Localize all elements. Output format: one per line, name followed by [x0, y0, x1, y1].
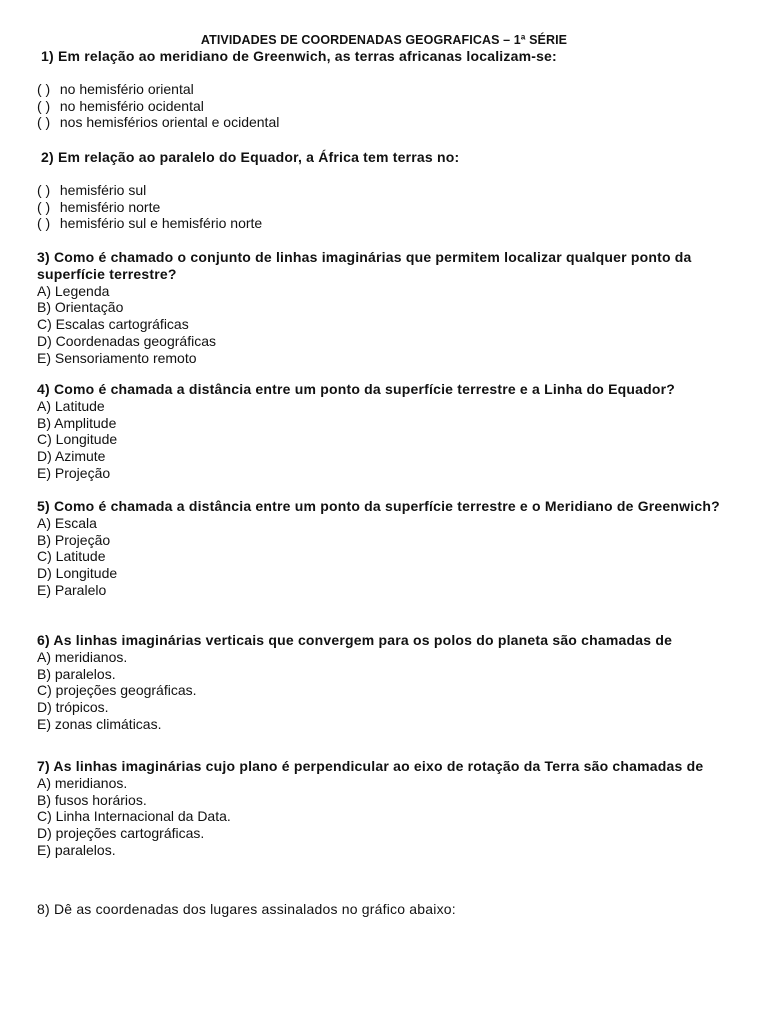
question-5-option[interactable]: D) Longitude: [37, 565, 118, 582]
question-7-options: [37, 775, 737, 859]
question-1-option[interactable]: ( ) no hemisfério oriental: [37, 80, 194, 97]
page-title: ATIVIDADES DE COORDENADAS GEOGRAFICAS – 1ª SÉRIE: [200, 33, 568, 47]
question-1-option[interactable]: ( ) nos hemisférios oriental e ocidental: [37, 114, 280, 131]
question-7-option[interactable]: B) fusos horários.: [37, 791, 147, 808]
question-8-title: 8) Dê as coordenadas dos lugares assinalados no gráfico abaixo:: [37, 901, 456, 917]
question-6-title: 6) As linhas imaginárias verticais que convergem para os polos do planeta são chamadas de: [37, 632, 673, 648]
question-5: [37, 498, 737, 599]
question-6-option[interactable]: E) zonas climáticas.: [37, 715, 162, 732]
question-2-option[interactable]: ( ) hemisfério sul e hemisfério norte: [37, 215, 263, 232]
question-6-option[interactable]: A) meridianos.: [37, 648, 128, 665]
question-6-option[interactable]: B) paralelos.: [37, 665, 116, 682]
question-8: [37, 901, 737, 918]
question-7-option[interactable]: E) paralelos.: [37, 841, 116, 858]
question-5-option[interactable]: A) Escala: [37, 514, 97, 531]
question-2-options: [37, 182, 737, 232]
question-6-option[interactable]: C) projeções geográficas.: [37, 682, 197, 699]
question-5-title: 5) Como é chamada a distância entre um ponto da superfície terrestre e o Meridiano de Greenwich?: [37, 498, 720, 514]
question-2: [37, 149, 737, 232]
question-3-title: 3) Como é chamado o conjunto de linhas imaginárias que permitem localizar qualquer ponto da superfície terrestre?: [37, 249, 692, 282]
question-6-options: [37, 649, 737, 733]
question-7-option[interactable]: A) meridianos.: [37, 774, 128, 791]
question-6: [37, 632, 737, 733]
answer-checkbox[interactable]: ( ): [37, 181, 51, 198]
question-3-option[interactable]: B) Orientação: [37, 299, 124, 316]
question-7: [37, 758, 737, 859]
question-6-option[interactable]: D) trópicos.: [37, 699, 109, 716]
question-2-title: 2) Em relação ao paralelo do Equador, a África tem terras no:: [41, 149, 460, 165]
question-7-option[interactable]: C) Linha Internacional da Data.: [37, 808, 231, 825]
question-1-options: [37, 81, 737, 131]
question-1: [37, 48, 737, 131]
question-2-option[interactable]: ( ) hemisfério norte: [37, 198, 161, 215]
question-2-option[interactable]: ( ) hemisfério sul: [37, 181, 147, 198]
question-4-option[interactable]: E) Projeção: [37, 464, 111, 481]
answer-checkbox[interactable]: ( ): [37, 114, 51, 131]
question-3-option[interactable]: E) Sensoriamento remoto: [37, 349, 197, 366]
question-4-option[interactable]: D) Azimute: [37, 448, 106, 465]
question-5-options: [37, 515, 737, 599]
question-4-option[interactable]: C) Longitude: [37, 431, 118, 448]
answer-checkbox[interactable]: ( ): [37, 215, 51, 232]
question-7-title: 7) As linhas imaginárias cujo plano é perpendicular ao eixo de rotação da Terra são chamadas de: [37, 758, 704, 774]
question-4-option[interactable]: A) Latitude: [37, 397, 105, 414]
question-1-title: 1) Em relação ao meridiano de Greenwich, as terras africanas localizam-se:: [41, 48, 557, 64]
question-3: [37, 249, 737, 367]
question-4-title: 4) Como é chamada a distância entre um ponto da superfície terrestre e a Linha do Equador?: [37, 381, 676, 397]
question-4-option[interactable]: B) Amplitude: [37, 414, 117, 431]
answer-checkbox[interactable]: ( ): [37, 80, 51, 97]
answer-checkbox[interactable]: ( ): [37, 198, 51, 215]
question-4-options: [37, 398, 737, 482]
question-4: [37, 381, 737, 482]
question-7-option[interactable]: D) projeções cartográficas.: [37, 825, 205, 842]
answer-checkbox[interactable]: ( ): [37, 97, 51, 114]
question-5-option[interactable]: B) Projeção: [37, 531, 111, 548]
question-5-option[interactable]: C) Latitude: [37, 548, 106, 565]
question-3-option[interactable]: C) Escalas cartográficas: [37, 316, 189, 333]
question-3-option[interactable]: A) Legenda: [37, 282, 110, 299]
question-1-option[interactable]: ( ) no hemisfério ocidental: [37, 97, 204, 114]
question-5-option[interactable]: E) Paralelo: [37, 581, 107, 598]
question-3-options: [37, 283, 737, 367]
question-3-option[interactable]: D) Coordenadas geográficas: [37, 332, 216, 349]
